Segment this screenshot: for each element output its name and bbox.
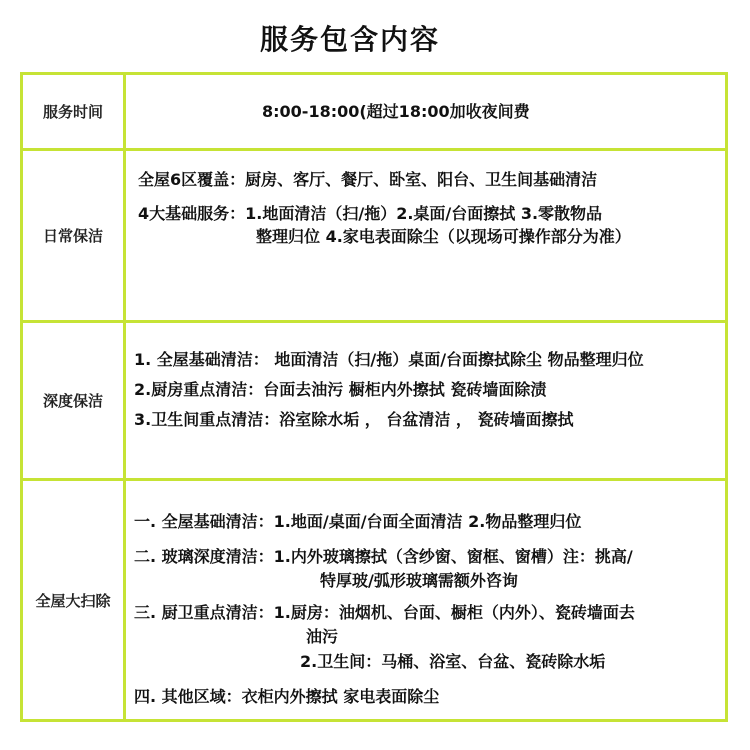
row-content: [126, 151, 725, 320]
table-row-full-cleaning: [23, 478, 725, 719]
content-line: 1. 全屋基础清洁： 地面清洁（扫/拖）桌面/台面擦拭除尘 物品整理归位: [134, 350, 644, 369]
page-title: 服务包含内容: [259, 23, 440, 56]
content-line: 四. 其他区域：衣柜内外擦拭 家电表面除尘: [134, 687, 440, 706]
row-label: 深度保洁: [23, 323, 126, 478]
table-row-deep-cleaning: [23, 320, 725, 478]
row-content: [126, 323, 725, 478]
content-line: 全屋6区覆盖：厨房、客厅、餐厅、卧室、阳台、卫生间基础清洁: [138, 170, 598, 189]
row-label: 服务时间: [23, 75, 126, 148]
content-line: 油污: [306, 627, 339, 646]
content-line: 整理归位 4.家电表面除尘（以现场可操作部分为准）: [256, 227, 631, 246]
content-line: 4大基础服务：1.地面清洁（扫/拖）2.桌面/台面擦拭 3.零散物品: [138, 204, 603, 223]
row-content: [126, 481, 725, 719]
table-row-service-time: [23, 75, 725, 148]
content-line: 一. 全屋基础清洁：1.地面/桌面/台面全面清洁 2.物品整理归位: [134, 512, 582, 531]
row-label: 日常保洁: [23, 151, 126, 320]
content-line: 3.卫生间重点清洁：浴室除水垢 ， 台盆清洁 ， 瓷砖墙面擦拭: [134, 410, 574, 429]
row-content: [126, 75, 725, 148]
content-line: 8:00-18:00(超过18:00加收夜间费: [262, 102, 530, 121]
content-line: 二. 玻璃深度清洁：1.内外玻璃擦拭（含纱窗、窗框、窗槽）注：挑高/: [134, 547, 633, 566]
row-label: 全屋大扫除: [23, 481, 126, 719]
table-row-daily-cleaning: [23, 148, 725, 320]
content-line: 特厚玻/弧形玻璃需额外咨询: [320, 571, 518, 590]
service-table: [20, 72, 728, 722]
content-line: 2.卫生间：马桶、浴室、台盆、瓷砖除水垢: [300, 652, 606, 671]
content-line: 2.厨房重点清洁：台面去油污 橱柜内外擦拭 瓷砖墙面除渍: [134, 380, 547, 399]
content-line: 三. 厨卫重点清洁：1.厨房：油烟机、台面、橱柜（内外）、瓷砖墙面去: [134, 603, 635, 622]
